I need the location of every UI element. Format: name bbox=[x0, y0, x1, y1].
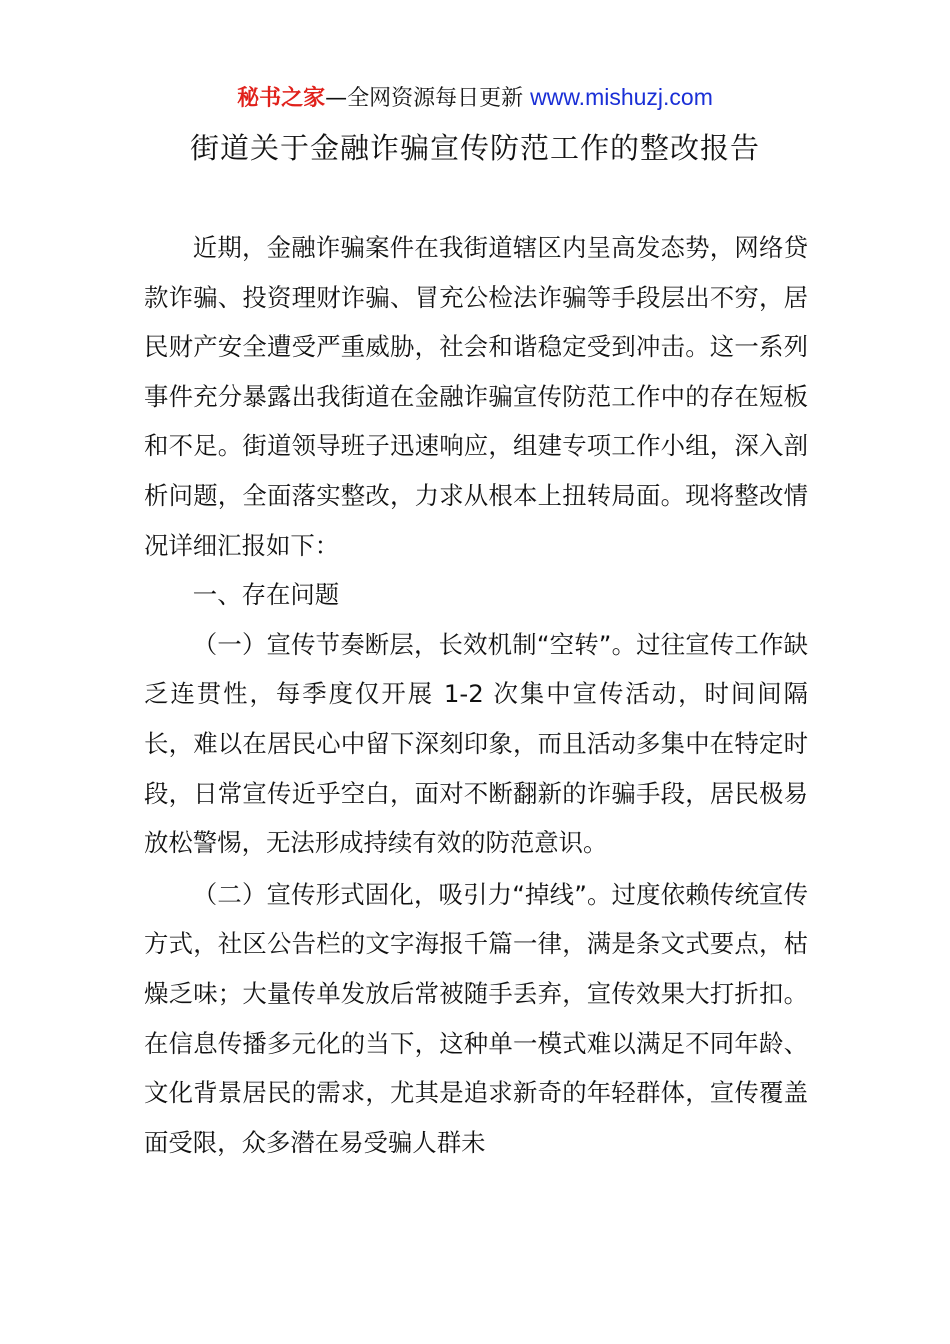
paragraph-problem-2: （二）宣传形式固化，吸引力“掉线”。过度依赖传统宣传方式，社区公告栏的文字海报千篇一律，满是条文式要点，枯燥乏味；大量传单发放后常被随手丢弃，宣传效果大打折扣。在信息传播多元化的当下，这种单一模式难以满足不同年龄、文化背景居民的需求，尤其是追求新奇的年轻群体，宣传覆盖面受限，众多潜在易受骗人群未 bbox=[144, 879, 808, 1157]
paragraph-intro: 近期，金融诈骗案件在我街道辖区内呈高发态势，网络贷款诈骗、投资理财诈骗、冒充公检法诈骗等手段层出不穷，居民财产安全遭受严重威胁，社会和谐稳定受到冲击。这一系列事件充分暴露出我街道在金融诈骗宣传防范工作中的存在短板和不足。街道领导班子迅速响应，组建专项工作小组，深入剖析问题，全面落实整改，力求从根本上扭转局面。现将整改情况详细汇报如下： bbox=[144, 233, 808, 560]
site-url-link[interactable]: www.mishuzj.com bbox=[530, 84, 713, 110]
section-heading-problems: 一、存在问题 bbox=[192, 580, 340, 610]
site-header bbox=[0, 82, 950, 114]
site-tagline: —全网资源每日更新 bbox=[325, 86, 531, 111]
site-brand: 秘书之家 bbox=[237, 86, 326, 111]
document-title: 街道关于金融诈骗宣传防范工作的整改报告 bbox=[189, 131, 760, 165]
document-body bbox=[144, 223, 808, 1167]
paragraph-problem-1: （一）宣传节奏断层，长效机制“空转”。过往宣传工作缺乏连贯性，每季度仅开展 1-2 次集中宣传活动，时间间隔长，难以在居民心中留下深刻印象，而且活动多集中在特定时段，日常宣传近乎空白，面对不断翻新的诈骗手段，居民极易放松警惕，无法形成持续有效的防范意识。 bbox=[144, 629, 808, 858]
